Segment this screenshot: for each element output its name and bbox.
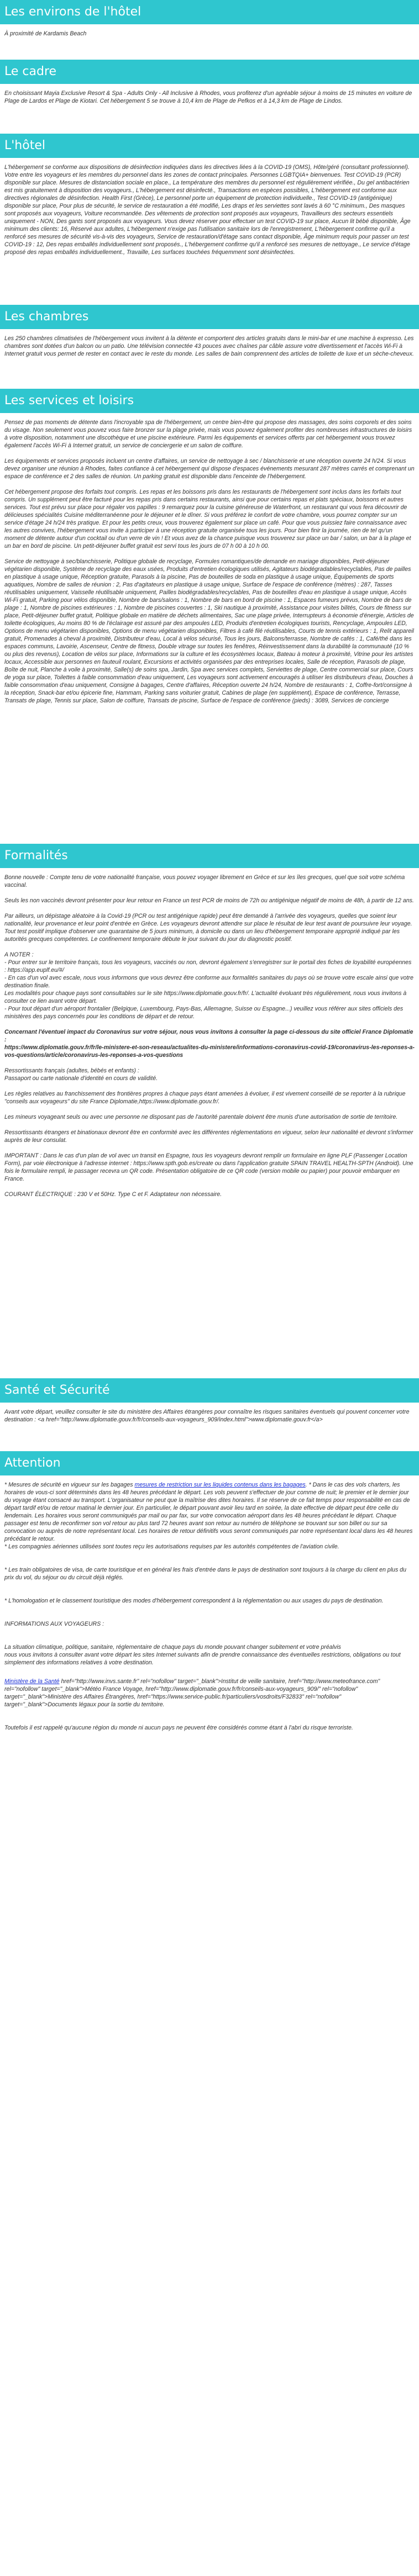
attention-links — [4, 1678, 415, 1708]
section-cadre — [0, 60, 419, 134]
services-p4: Service de nettoyage à sec/blanchisserie, Politique globale de recyclage, Formules romantiques/de demande en mariage disponibles, Petit-déjeuner végétarien disponible, Système de recyclage des eaux usées, Produits d'entretien écologiques utilisés, Agitateurs biodégradables/recyclables, Pas de pailles en plastique à usage unique, Réception gratuite, Parasols à la piscine, Pas de bouteilles de soda en plastique à usage unique, Équipements de sports aquatiques, Nombre de salles de réunion : 2, Pas d'agitateurs en plastique à usage unique, Surface de l'espace de conférence (mètres) : 287, Tasses réutilisables uniquement, Vaisselle réutilisable uniquement, Pailles biodégradables/recyclables, Pas de bouteilles d'eau en plastique à usage unique, Accès Wi-Fi gratuit, Parking pour vélos disponible, Nombre de bars/salons : 1, Nombre de bars en bord de piscine : 1, Espaces fumeurs prévus, Nombre de bars de plage : 1, Nombre de piscines extérieures : 1, Nombre de piscines couvertes : 1, Ski nautique à proximité, Assistance pour visites bilités, Cours de fitness sur place, Petit-déjeuner buffet gratuit, Politique globale en matière de déchets alimentaires, Sac une plage privée, Interrupteurs à économie d'énergie, Articles de toilette écologiques, Au moins 80 % de l'éclairage est assuré par des ampoules LED, Produits d'entretien écologiques tourists, Rencyclage, Ampoules LED, Options de menu végétarien disponibles, Options de menu végétarien disponibles, Filtres à café filé réutilisables, Courts de tennis extérieurs : 1, Relit appareil gratuit, Promenades à cheval à proximité, Distributeur d'eau, Local à vélos sécurisé, Tous les jours, Balcons/terrasse, Nombre de cafés : 1, Café/thé dans les espaces communs, Lavoirie, Ascenseur, Centre de fitness, Double vitrage sur toutes les fenêtres, Réinvestissement dans la durabilité la communauté (10 % ou plus des revenus), Location de vélos sur place, Informations sur la culture et les écosystèmes locaux, Bateau à moteur à proximité, Vitrine pour les artistes locaux, Accessible aux personnes en fauteuil roulant, Excursions et activités organisées par des entreprises locales, Salle de réception, Parasols de plage, Boîte de nuit, Planche à voile à proximité, Salle(s) de soins spa, Jardin, Spa avec services complets, Serviettes de plage, Centre commercial sur place, Cours de yoga sur place, Toilettes à faible consommation d'eau uniquement, Les voyageurs sont activement encouragés à utiliser les distributeurs d'eau, Douches à faible consommation d'eau uniquement, Consigne à bagages, Centre d'affaires, Réception ouverte 24 h/24, Nombre de restaurants : 1, Coffre-fort/consigne à la réception, Snack-bar et/ou épicerie fine, Hammam, Parking sans voiturier gratuit, Cabines de plage (en supplément), Espace de conférence, Terrasse, Transats de plage, Tennis sur place, Salon de coiffure, Transats de piscine, Surface de l'espace de conférence (pieds) : 3089, Services de concierge — [4, 558, 414, 704]
bagages-link[interactable]: mesures de restriction sur les liquides contenus dans les bagages — [134, 1482, 306, 1488]
sante-text: Avant votre départ, veuillez consulter le site du ministère des Affaires étrangères pour connaître les risques sanitaires éventuels qui pouvent concerner votre destination : <a href="http://www.diplomatie.gouv.fr/fr/conseils-aux-voyageurs_909/index.html">www.diplomatie.gouv.fr</a> — [4, 1409, 410, 1423]
section-environs — [0, 0, 419, 60]
formalites-p6: Ressortissants français (adultes, bébés et enfants) : Passaport ou carte nationale d'identité en cours de validité. — [4, 1067, 158, 1082]
section-title-cadre: Le cadre — [0, 60, 419, 84]
formalites-p8: Les mineurs voyageant seuls ou avec une personne ne disposant pas de l'autorité parentale doivent être munis d'une autorisation de sortie de territoire. — [4, 1114, 398, 1120]
attention-note-1a: * Mesures de sécurité en vigueur sur les bagages — [4, 1482, 135, 1488]
section-title-environs: Les environs de l'hôtel — [0, 0, 419, 24]
formalites-p9: Ressortissants étrangers et binationaux devront être en conformité avec les différentes réglementations en vigueur, selon leur nationalité et devront s'informer auprès de leur consulat. — [4, 1129, 413, 1144]
attention-situation: La situation climatique, politique, sanitaire, réglementaire de chaque pays du monde pouvant changer subitement et votre préalvis nous vous invitons à consulter avant votre départ les sites Internet suivants afin de prendre connaissance des éventuelles restrictions, obligations ou tout simplement des informations relatives à votre destination. — [4, 1644, 401, 1666]
section-formalites — [0, 844, 419, 1378]
section-chambres — [0, 305, 419, 389]
environs-text: À proximité de Kardamis Beach — [4, 30, 87, 37]
attention-note-1 — [4, 1481, 415, 1551]
formalites-p1: Bonne nouvelle : Compte tenu de votre nationalité française, vous pouvez voyager librement en Grèce et sur les îles grecques, quel que soit votre schéma vaccinal. — [4, 874, 405, 888]
section-title-chambres: Les chambres — [0, 305, 419, 329]
services-p2: Les équipements et services proposés incluent un centre d'affaires, un service de nettoyage à sec / blanchisserie et une réception ouverte 24 h/24. Si vous devez organiser une réunion à Rhodes, faites confiance à cet hébergement qui dispose d'espaces événements mesurant 287 mètres carrés et comprenant un espace de conférence et 2 des salles de réunion. Un parking gratuit est disponible dans l'enceinte de l'hébergement. — [4, 458, 415, 480]
attention-infos-heading: INFORMATIONS AUX VOYAGEURS : — [4, 1621, 104, 1627]
formalites-p11: COURANT ÉLECTRIQUE : 230 V et 50Hz. Type C et F. Adaptateur non nécessaire. — [4, 1191, 222, 1198]
formalites-p10: IMPORTANT : Dans le cas d'un plan de vol avec un transit en Espagne, tous les voyageurs devront remplir un formulaire en ligne PLF (Passenger Location Form), par voie électronique à l'adresse internet : https://www.spth.gob.es/create ou dans l'application gratuite SPAIN TRAVEL HEALTH-SPTH (Android). Une fois le formulaire rempli, le passager recevra un QR code. Présentation obligatoire de ce QR code (version mobile ou papier) pour pouvoir embarquer en France. — [4, 1152, 413, 1182]
formalites-p7: Les règles relatives au franchissement des frontières propres à chaque pays étant amenées à évoluer, il est vivement conseillé de se reporter à la rubrique "conseils aux voyageurs" du site France Diplomatie,https://www.diplomatie.gouv.fr/. — [4, 1091, 406, 1105]
attention-links-rest: href="http://www.invs.sante.fr" rel="nofollow" target="_blank">Institut de veille sanitaire, href="http://www.meteofrance.com" rel="nofollow" target="_blank">Météo France Voyage, href="http://www.diplomatie.gouv.fr/fr/conseils-aux-voyageurs_909/" rel="nofollow" target="_blank">Ministère des Affaires Étrangères, href="https://www.service-public.fr/particuliers/vosdroits/F32833" rel="nofollow" target="_blank">Documents légaux pour la sortie du territoire. — [4, 1678, 380, 1708]
cadre-text: En choisissant Mayia Exclusive Resort & Spa - Adults Only - All Inclusive à Rhodes, vous profiterez d'un agréable séjour à moins de 15 minutes en voiture de Plage de Lardos et Plage de Kiotari. Cet hébergement 5 se trouve à 10,4 km de Plage de Pefkos et à 14,3 km de Plage de Lindos. — [4, 90, 412, 104]
section-title-sante: Santé et Sécurité — [0, 1378, 419, 1403]
attention-final: Toutefois il est rappelé qu'aucune région du monde ni aucun pays ne peuvent être considérés comme étant à l'abri du risque terroriste. — [4, 1725, 353, 1731]
section-sante — [0, 1378, 419, 1451]
attention-note-3: * L'homologation et le classement touristique des modes d'hébergement correspondent à la réglementation ou aux usages du pays de destination. — [4, 1598, 384, 1604]
formalites-p5: Concernant l'éventuel impact du Coronavirus sur votre séjour, nous vous invitons à consulter la page ci-dessous du site officiel France Diplomatie : https://www.diplomatie.gouv.fr/fr/le-ministere-et-son-reseau/actualites-du-ministere/informations-coronavirus-covid-19/coronavirus-les-reponses-a-vos-questions/article/coronavirus-les-reponses-a-vos-questions — [4, 1029, 415, 1059]
formalites-p3: Par ailleurs, un dépistage aléatoire à la Covid-19 (PCR ou test antigénique rapide) peut être demandé à l'arrivée des voyageurs, quelles que soient leur nationalité, leur provenance et leur point d'entrée en Grèce. Les voyageurs devront attendre sur place le résultat de leur test avant de poursuivre leur voyage. Tout test positif implique d'observer une quarantaine de 5 jours minimum, à domicile ou dans un lieu d'hébergement temporaire approprié indiqué par les autorités grecques compétentes. Le confinement temporaire débute le jour suivant du jour du diagnostic positif. — [4, 913, 412, 943]
attention-note-2: * Les train obligatoires de visa, de carte touristique et en général les frais d'entrée dans le pays de destination sont toujours à la charge du client en plus du prix du vol, du séjour ou du circuit déjà réglés. — [4, 1567, 406, 1581]
services-p1: Pensez de pas moments de détente dans l'incroyable spa de l'hébergement, un centre bien-être qui propose des massages, des soins corporels et des soins du visage. Non seulement vous pouvez vous faire bronzer sur la plage privée, mais vous pouvez également profiter des nombreuses infrastructures de loisirs à votre disposition, notamment une discothèque et une piscine extérieure. Parmi les équipements et services offerts par cet hébergement vous trouvez également l'accès Wi-Fi à Internet gratuit, un service de conciergerie et un salon de coiffure. — [4, 419, 412, 449]
section-title-attention: Attention — [0, 1451, 419, 1475]
ministere-sante-link[interactable]: Ministère de la Santé — [4, 1678, 60, 1685]
section-title-hotel: L'hôtel — [0, 134, 419, 158]
formalites-p4: A NOTER : - Pour entrer sur le territoire français, tous les voyageurs, vaccinés ou non, devront également s'enregistrer sur le portail des fiches de loyabilité européennes : https://app.euplf.eu/#/ - En cas d'un vol avec escale, nous vous informons que vous devrez être conforme aux formalités sanitaires du pays où se trouve votre escale ainsi que votre destination finale. Les modalités pour chaque pays sont consultables sur le site https://www.diplomatie.gouv.fr/fr/. L'actualité évoluant très régulièrement, nous vous invitons à consulter ce lien avant votre départ. - Pour tout départ d'un aéroport frontalier (Belgique, Luxembourg, Pays-Bas, Allemagne, Suisse ou Espagne...) veuillez vous référer aux sites officiels des ministères des pays concernés pour les conditions de départ et de retour. — [4, 951, 413, 1020]
section-title-services: Les services et loisirs — [0, 389, 419, 413]
section-hotel — [0, 134, 419, 305]
hotel-text: L'hébergement se conforme aux dispositions de désinfection indiquées dans les directives liées à la COVID-19 (OMS), Hôte/géré (consultant professionnel). Votre entre les voyageurs et les membres du personnel dans les zones de contact principales. Personnes LGBTQIA+ bienvenues. Test COVID-19 (PCR) disponible sur place. Mesures de distanciation sociale en place., La température des membres du personnel est régulièrement vérifiée., Du gel antibactérien est mis gratuitement à disposition des voyageurs., L'hébergement est désinfecté., Transactions en espèces possibles, L'hébergement est conforme aux directives régionales de désinfection. Health First (Grèce), Le personnel porte un équipement de protection individuelle., Test COVID-19 (antigénique) disponible sur place, Pour plus de sécurité, le service de restauration a été modifié, Les draps et les serviettes sont lavés à 60 °C minimum., Des masques sont proposés aux voyageurs, Voiture recommandée. Des vêtements de protection sont proposés aux voyageurs, Travailleurs des secteurs essentiels uniquement - NON, Des gants sont proposés aux voyageurs. Vous devez réserver pour effectuer un test COVID-19 sur place, Aucun lit bébé disponible, Âge minimum des clients: 16, Réservé aux adultes, L'hébergement n'exige pas l'utilisation sanitaire lors de l'enregistrement, L'hébergement confirme qu'il a renforcé ses mesures de sécurité vis-à-vis des voyageurs, Service de restauration/d'étage sans contact disponible, Âge minimum requis pour passer un test COVID-19 : 12, Des repas emballés individuellement sont proposés., L'hébergement confirme qu'il a renforcé ses mesures de nettoyage., Le service d'étage proposé des repas emballés individuellement., Travaille, Les surfaces touchées fréquemment sont désinfectées. — [4, 164, 411, 256]
section-attention — [0, 1451, 419, 1744]
services-p3: Cet hébergement propose des forfaits tout compris. Les repas et les boissons pris dans les restaurants de l'hébergement sont inclus dans les forfaits tout compris. Un supplément peut être facturé pour les repas pris dans certains restaurants, ainsi que pour certains repas et plats spéciaux, boissons et autres services. Tout est prévu sur place pour régaler vos papilles : 9 remarquez pour la cuisine généreuse de Waterfront, un restaurant qui vous fera découvrir de délicieuses spécialités Cuisine méditerranéenne pour le déjeuner et le dîner. Si vous préférez le confort de votre chambre, vous pourrez compter sur un service d'étage 24 h/24 très pratique. Et pour les petits creux, vous trouverez également sur place un café. Pour que vous puissiez faire connaissance avec les autres convives, l'hébergement vous invite à participer à une réception gratuite organisée tous les jours. Pour bien finir la journée, rien de tel qu'un moment de détente autour d'un cocktail ou d'un verre de vin ! Et vous avez de la chance puisque vous trouverez sur place un bar / salon, un bar à la plage et un bar en bord de piscine. Un petit-déjeuner buffet gratuit est servi tous les jours de 07 h 00 à 10 h 00. — [4, 489, 411, 549]
formalites-p2: Seuls les non vaccinés devront présenter pour leur retour en France un test PCR de moins de 72h ou antigénique négatif de moins de 48h, à partir de 12 ans. — [4, 897, 414, 904]
attention-note-1b: . * Dans le cas des vols charters, les horaires de vous-ci sont déterminés dans les 48 heures précédant le départ. Les vols peuvent s'effectuer de jour comme de nuit; le premier et le dernier jour du voyage étant consacré au transport. L'organisateur ne peut que la maîtrise des dites horaires. Il se réserve de ce fait temps pour responsabilité en cas de départ tardif et/ou de retour matinal le dernier jour. En particulier, le départ pouvant avoir lieu tard en soirée, la date effective de départ peut être celle du lendemain. Les horaires vous seront communiqués par mail ou par fax, sur votre convocation aéroport dans les 48 heures précédant le départ. Chaque passager est tenu de reconfirmer son vol retour au plus tard 72 heures avant son retour au numéro de téléphone se trouvant sur son billet ou sur sa convocation ou auprès de notre représentant local. Les horaires de retour définitifs vous seront communiqués par notre représentant local dans les 48 heures précédant le retour. * Les compagnies aériennes utilisées sont toutes reçu les autorisations requises par les autorités compétentes de l'aviation civile. — [4, 1482, 413, 1550]
chambres-text: Les 250 chambres climatisées de l'hébergement vous invitent à la détente et comportent des articles gratuits dans le mini-bar et une machine à expresso. Les chambres sont dotées d'un balcon ou un patio. Une télévision connectée 43 pouces avec chaînes par câble assure votre divertissement et l'accès Wi-Fi à Internet gratuit vous permet de rester en contact avec le reste du monde. Les salles de bain comprennent des articles de toilette de luxe et un sèche-cheveux. — [4, 335, 414, 357]
section-title-formalites: Formalités — [0, 844, 419, 868]
section-services — [0, 389, 419, 844]
